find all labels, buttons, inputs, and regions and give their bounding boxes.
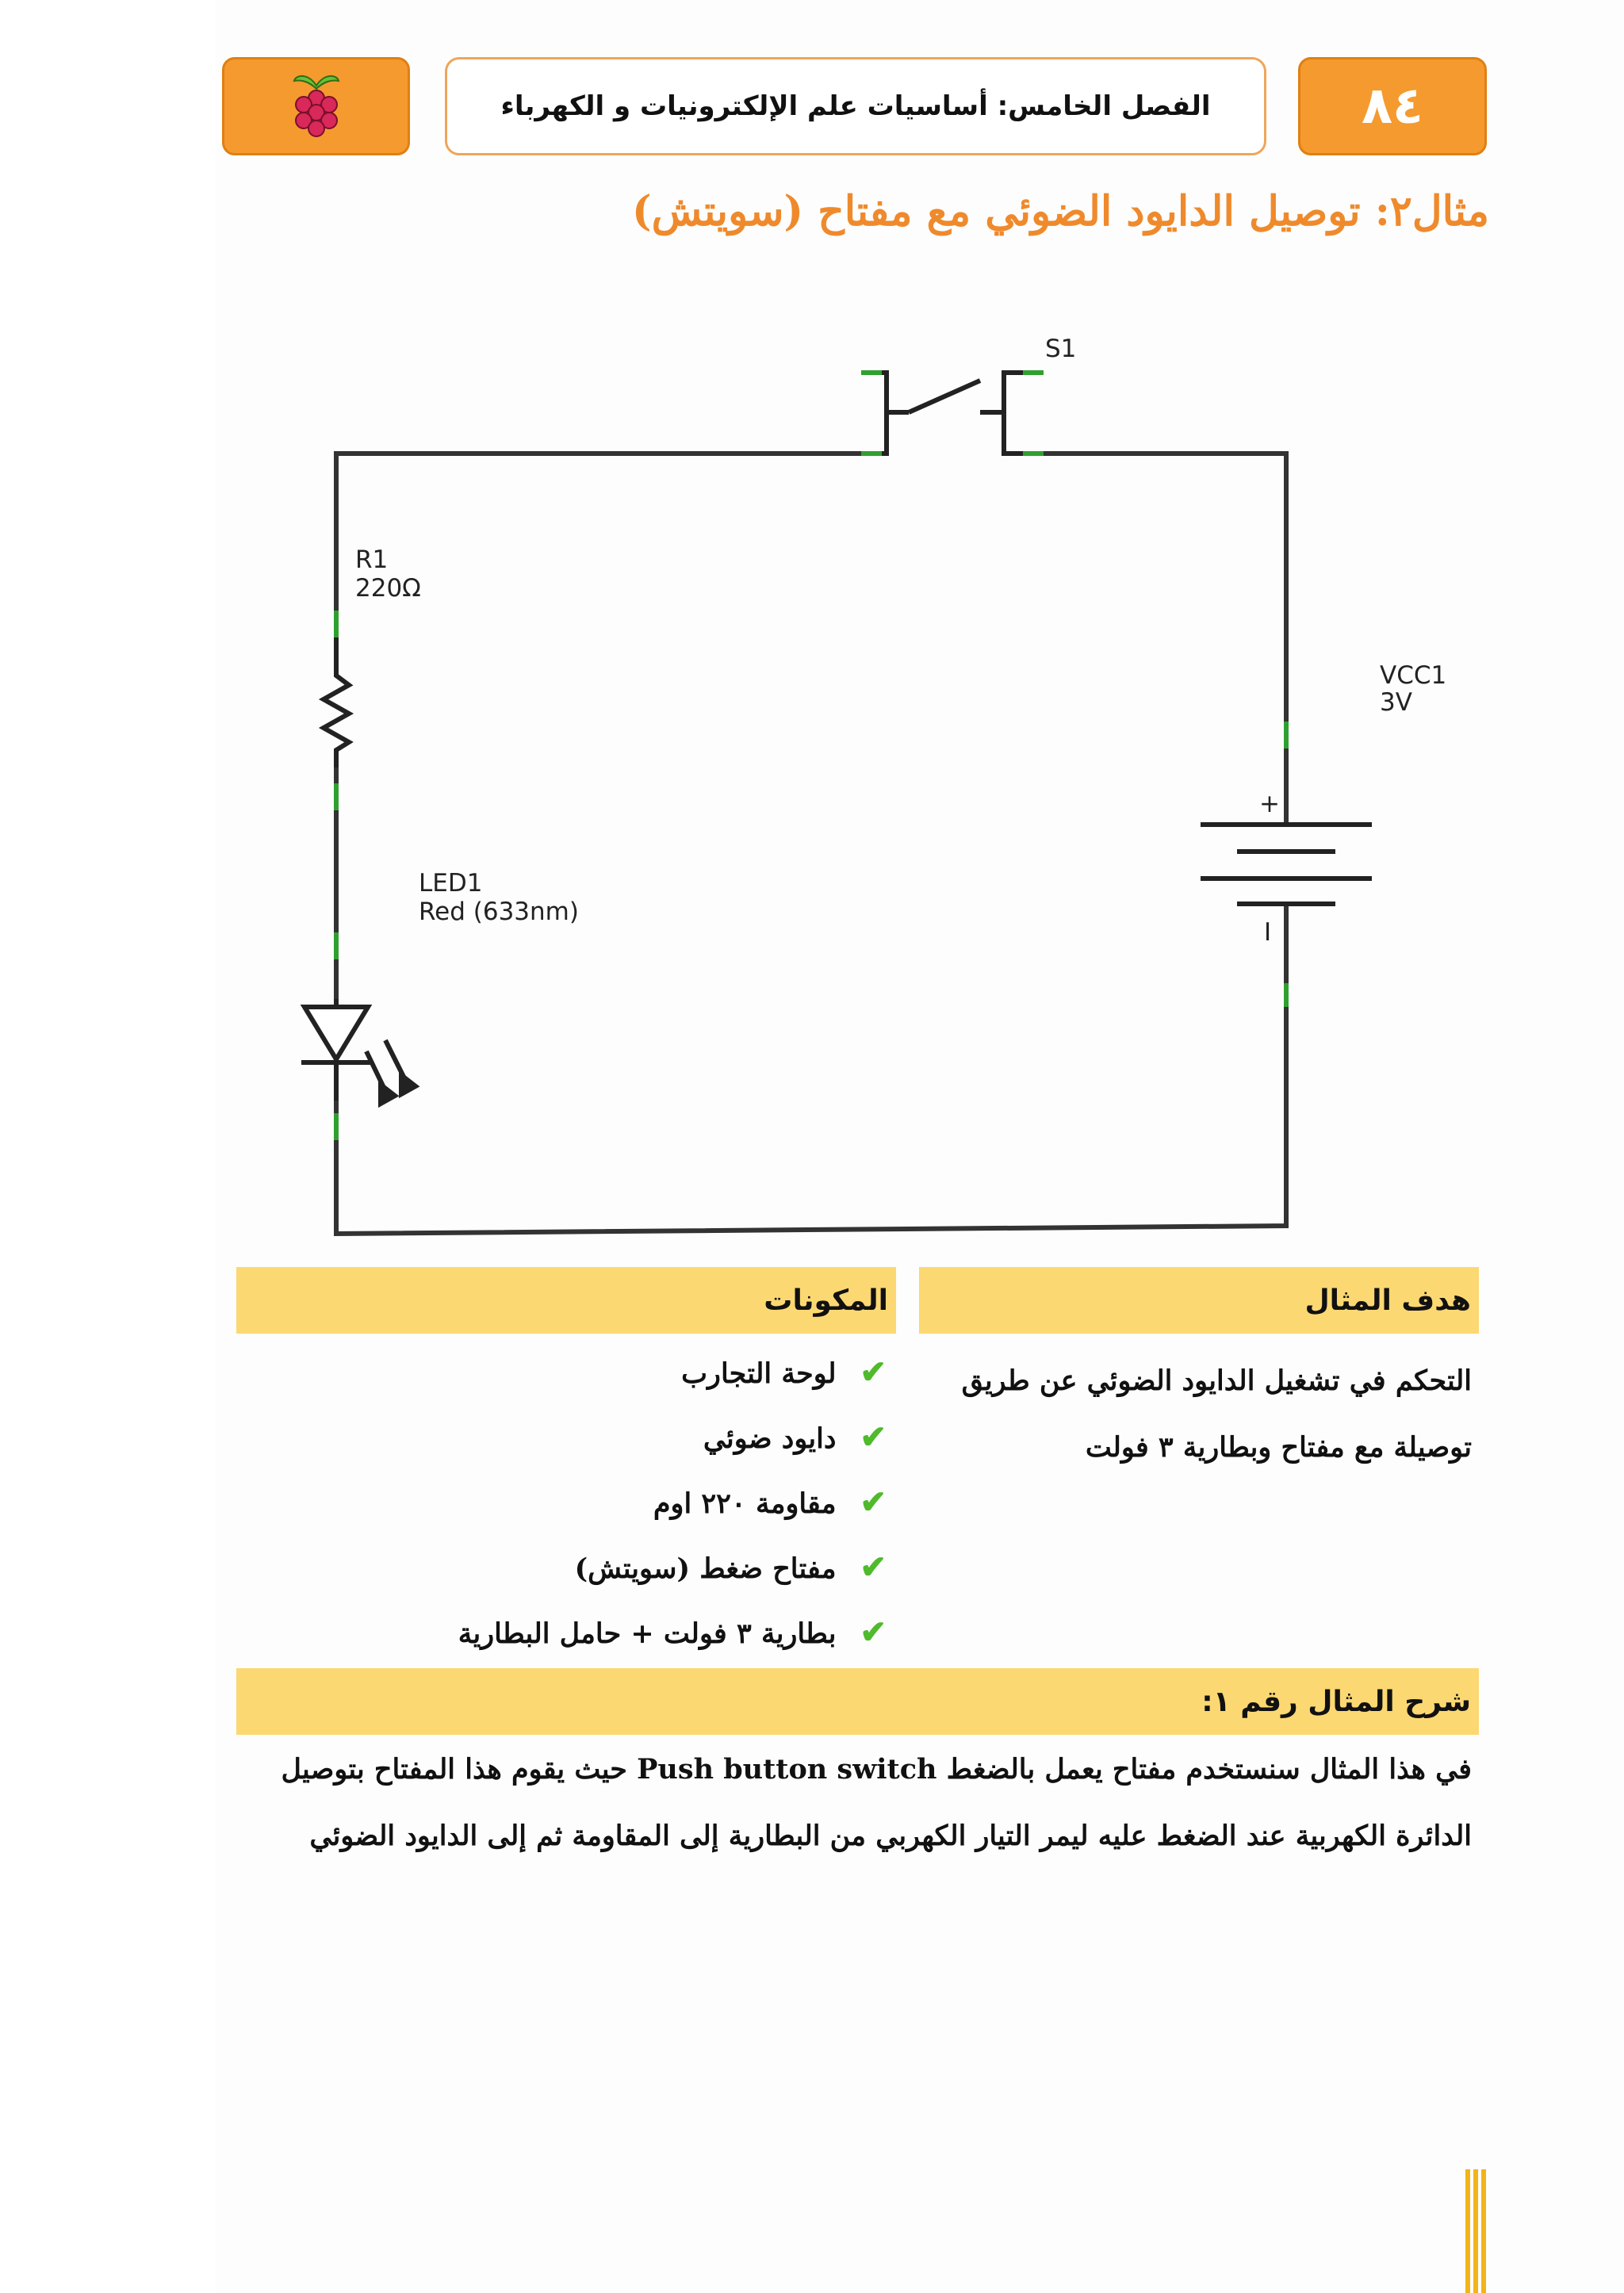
goal-text: التحكم في تشغيل الدايود الضوئي عن طريق توصيلة مع مفتاح وبطارية ٣ فولت xyxy=(961,1365,1472,1464)
check-icon: ✔ xyxy=(860,1483,887,1521)
check-icon: ✔ xyxy=(860,1548,887,1586)
resistor-value: 220Ω xyxy=(355,574,421,603)
chapter-title: الفصل الخامس: أساسيات علم الإلكترونيات و الكهرباء xyxy=(445,57,1266,155)
switch-label: S1 xyxy=(1045,335,1077,363)
battery-value: 3V xyxy=(1380,688,1412,717)
wire-bottom xyxy=(336,996,1286,1234)
list-item xyxy=(458,1470,887,1535)
component-label: مفتاح ضغط (سويتش) xyxy=(574,1552,837,1585)
example-title: مثال٢: توصيل الدايود الضوئي مع مفتاح (سويتش) xyxy=(632,187,1489,235)
decorative-bar xyxy=(1465,2169,1470,2293)
components-heading: المكونات xyxy=(236,1267,896,1334)
battery-plus: + xyxy=(1259,790,1280,818)
decorative-bar xyxy=(1473,2169,1478,2293)
led-symbol xyxy=(301,999,416,1104)
list-item xyxy=(458,1340,887,1405)
check-icon: ✔ xyxy=(860,1353,887,1391)
list-item xyxy=(458,1600,887,1665)
battery-symbol xyxy=(1201,825,1372,904)
decorative-bar xyxy=(1481,2169,1486,2293)
component-label: مقاومة ٢٢٠ اوم xyxy=(653,1487,837,1520)
page-number: ٨٤ xyxy=(1298,57,1487,155)
component-label: لوحة التجارب xyxy=(681,1357,837,1390)
resistor-name: R1 xyxy=(355,545,389,574)
components-list xyxy=(458,1340,887,1665)
component-label: دايود ضوئي xyxy=(703,1422,837,1455)
list-item xyxy=(458,1405,887,1470)
wire-top-right xyxy=(1044,454,1286,722)
check-icon: ✔ xyxy=(860,1418,887,1456)
battery-name: VCC1 xyxy=(1380,661,1447,690)
list-item xyxy=(458,1535,887,1600)
led-value: Red (633nm) xyxy=(419,898,579,926)
node-markers xyxy=(336,373,1286,1140)
battery-minus: I xyxy=(1264,918,1272,947)
component-label: بطارية ٣ فولت + حامل البطارية xyxy=(458,1617,837,1650)
goal-heading: هدف المثال xyxy=(919,1267,1479,1334)
switch-symbol xyxy=(861,373,1044,454)
explanation-heading: شرح المثال رقم ١: xyxy=(236,1668,1479,1735)
led-name: LED1 xyxy=(419,869,483,898)
check-icon: ✔ xyxy=(860,1614,887,1651)
explanation-text: في هذا المثال سنستخدم مفتاح يعمل بالضغط Push button switch حيث يقوم هذا المفتاح بتوصيل الدائرة الكهربية عند الضغط عليه ليمر التيار الكهربي من البطارية إلى المقاومة ثم إلى الدايود الضوئي xyxy=(281,1753,1472,1852)
